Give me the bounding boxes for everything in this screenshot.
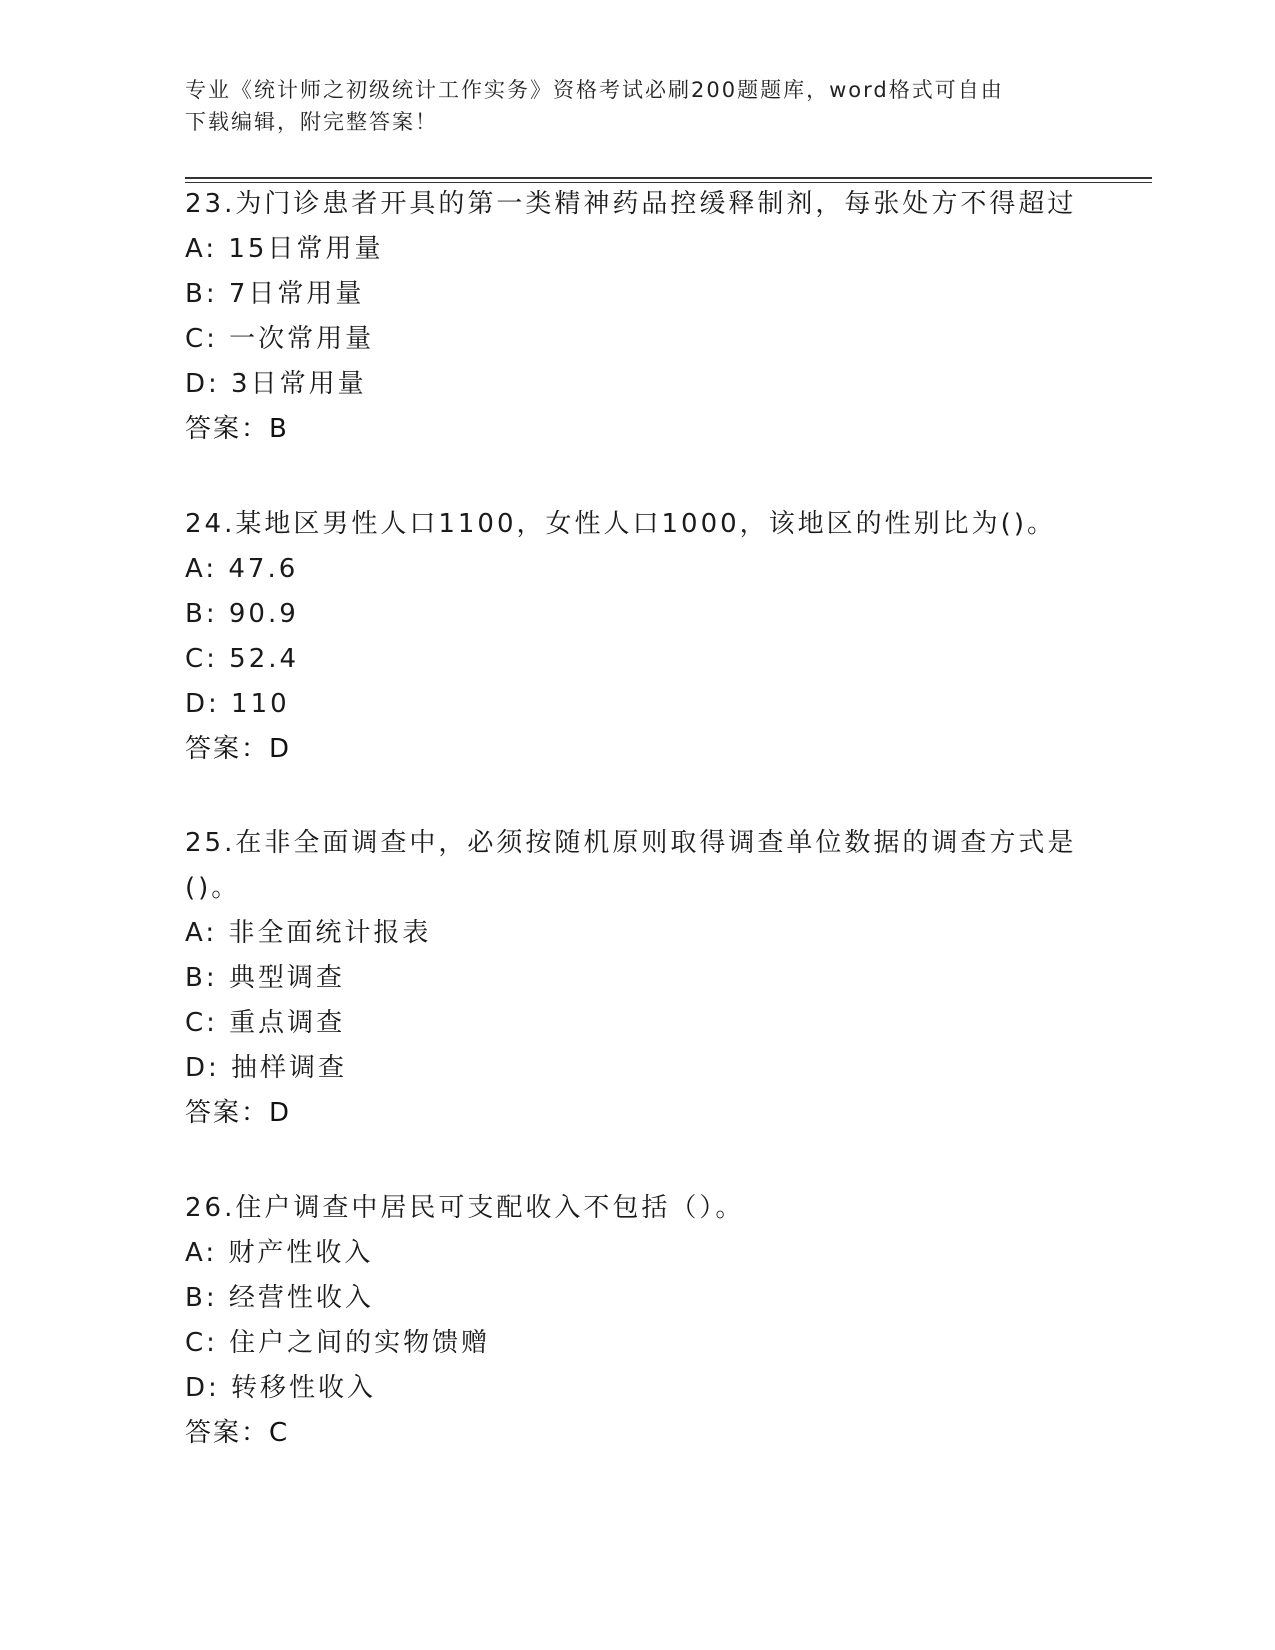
question-23 (185, 182, 1085, 452)
answer-label: 答案：B (185, 414, 289, 444)
option-d: D: 抽样调查 (185, 1053, 348, 1083)
answer-label: 答案：D (185, 1098, 292, 1128)
question-stem-continuation: ()。 (185, 873, 241, 903)
question-stem: 25.在非全面调查中，必须按随机原则取得调查单位数据的调查方式是 (185, 828, 1077, 858)
option-a: A: 15日常用量 (185, 234, 384, 264)
option-b: B: 7日常用量 (185, 279, 365, 309)
header-title-line-2: 下载编辑，附完整答案！ (185, 110, 438, 134)
question-stem: 26.住户调查中居民可支配收入不包括（）。 (185, 1193, 745, 1223)
option-d: D: 110 (185, 689, 290, 719)
answer-label: 答案：D (185, 734, 292, 764)
question-26 (185, 1186, 1085, 1456)
option-d: D: 3日常用量 (185, 369, 367, 399)
option-c: C: 住户之间的实物馈赠 (185, 1328, 491, 1358)
question-24 (185, 502, 1085, 772)
document-header (185, 74, 1065, 138)
option-d: D: 转移性收入 (185, 1373, 377, 1403)
option-c: C: 52.4 (185, 644, 300, 674)
header-title-line-1: 专业《统计师之初级统计工作实务》资格考试必刷200题题库，word格式可自由 (185, 78, 1004, 102)
option-c: C: 一次常用量 (185, 324, 375, 354)
question-stem: 24.某地区男性人口1100，女性人口1000，该地区的性别比为()。 (185, 509, 1056, 539)
option-b: B: 90.9 (185, 599, 299, 629)
question-stem: 23.为门诊患者开具的第一类精神药品控缓释制剂，每张处方不得超过 (185, 189, 1077, 219)
option-a: A: 非全面统计报表 (185, 918, 432, 948)
option-a: A: 财产性收入 (185, 1238, 374, 1268)
question-25 (185, 821, 1085, 1136)
option-c: C: 重点调查 (185, 1008, 346, 1038)
option-b: B: 经营性收入 (185, 1283, 374, 1313)
option-a: A: 47.6 (185, 554, 299, 584)
header-divider-thick (185, 177, 1152, 179)
option-b: B: 典型调查 (185, 963, 345, 993)
answer-label: 答案：C (185, 1418, 290, 1448)
